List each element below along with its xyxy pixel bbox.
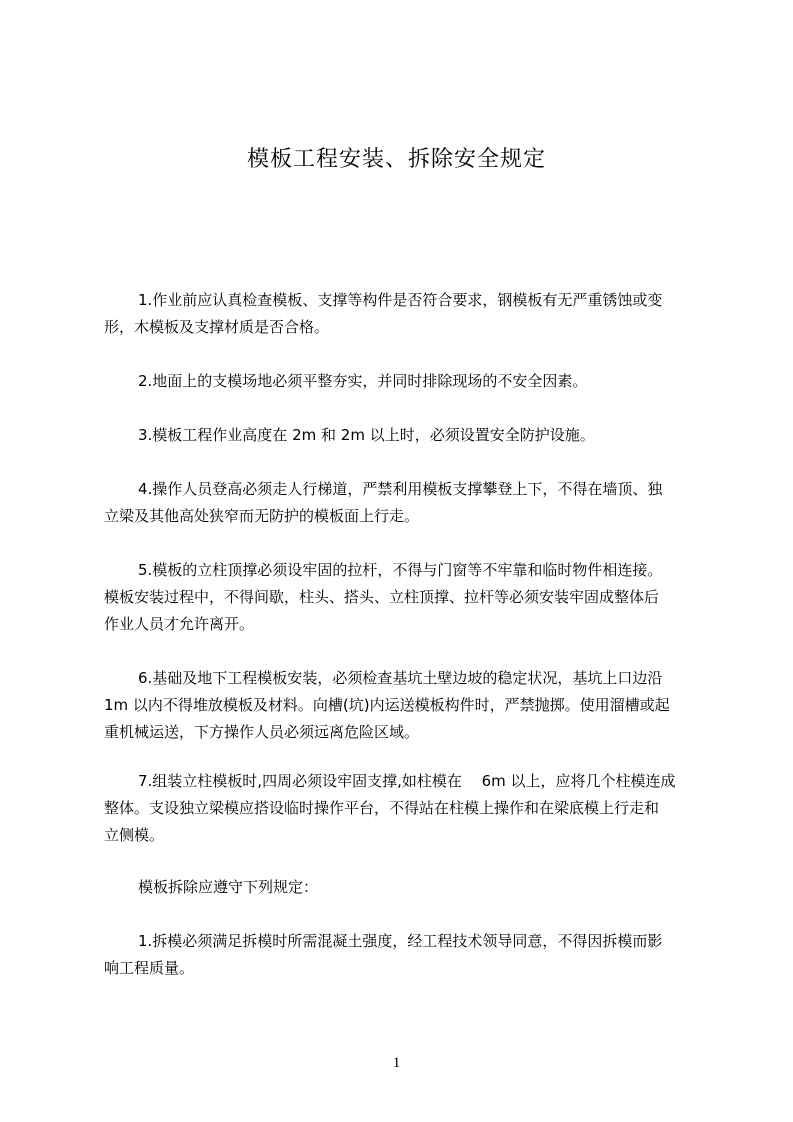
- paragraph-line: 4.操作人员登高必须走人行梯道，严禁利用模板支撑攀登上下，不得在墙顶、独: [138, 480, 663, 498]
- paragraph-line: 5.模板的立柱顶撑必须设牢固的拉杆，不得与门窗等不牢靠和临时物件相连接。: [138, 561, 663, 579]
- paragraph-line: 立侧模。: [104, 826, 165, 844]
- paragraph-line: 6.基础及地下工程模板安装，必须检查基坑土壁边坡的稳定状况，基坑上口边沿: [138, 669, 663, 687]
- page-number: 1: [392, 1055, 401, 1071]
- paragraph-line: 形，木模板及支撑材质是否合格。: [104, 318, 330, 336]
- paragraph-line: 1m 以内不得堆放模板及材料。向槽(坑)内运送模板构件时，严禁抛掷。使用溜槽或起: [104, 696, 670, 714]
- paragraph-line: 3.模板工程作业高度在 2m 和 2m 以上时，必须设置安全防护设施。: [138, 426, 595, 444]
- paragraph-line: 响工程质量。: [104, 959, 195, 977]
- document-title: 模板工程安装、拆除安全规定: [246, 147, 546, 172]
- paragraph-line: 整体。支设独立梁模应搭设临时操作平台，不得站在柱模上操作和在梁底模上行走和: [104, 799, 660, 817]
- paragraph-line: 1.拆模必须满足拆模时所需混凝土强度，经工程技术领导同意，不得因拆模而影: [138, 932, 663, 950]
- paragraph-line: 作业人员才允许离开。: [104, 615, 255, 633]
- paragraph-line: 1.作业前应认真检查模板、支撑等构件是否符合要求，钢模板有无严重锈蚀或变: [138, 291, 663, 309]
- paragraph-line: 重机械运送，下方操作人员必须远离危险区域。: [104, 723, 420, 741]
- paragraph-line: 模板拆除应遵守下列规定：: [138, 878, 319, 896]
- paragraph-line: 立梁及其他高处狭窄而无防护的模板面上行走。: [104, 507, 420, 525]
- paragraph-line: 7.组装立柱模板时,四周必须设牢固支撑,如柱模在 6m 以上，应将几个柱模连成: [138, 772, 676, 790]
- paragraph-line: 2.地面上的支模场地必须平整夯实，并同时排除现场的不安全因素。: [138, 372, 588, 390]
- paragraph-line: 模板安装过程中，不得间歇，柱头、搭头、立柱顶撑、拉杆等必须安装牢固成整体后: [104, 588, 660, 606]
